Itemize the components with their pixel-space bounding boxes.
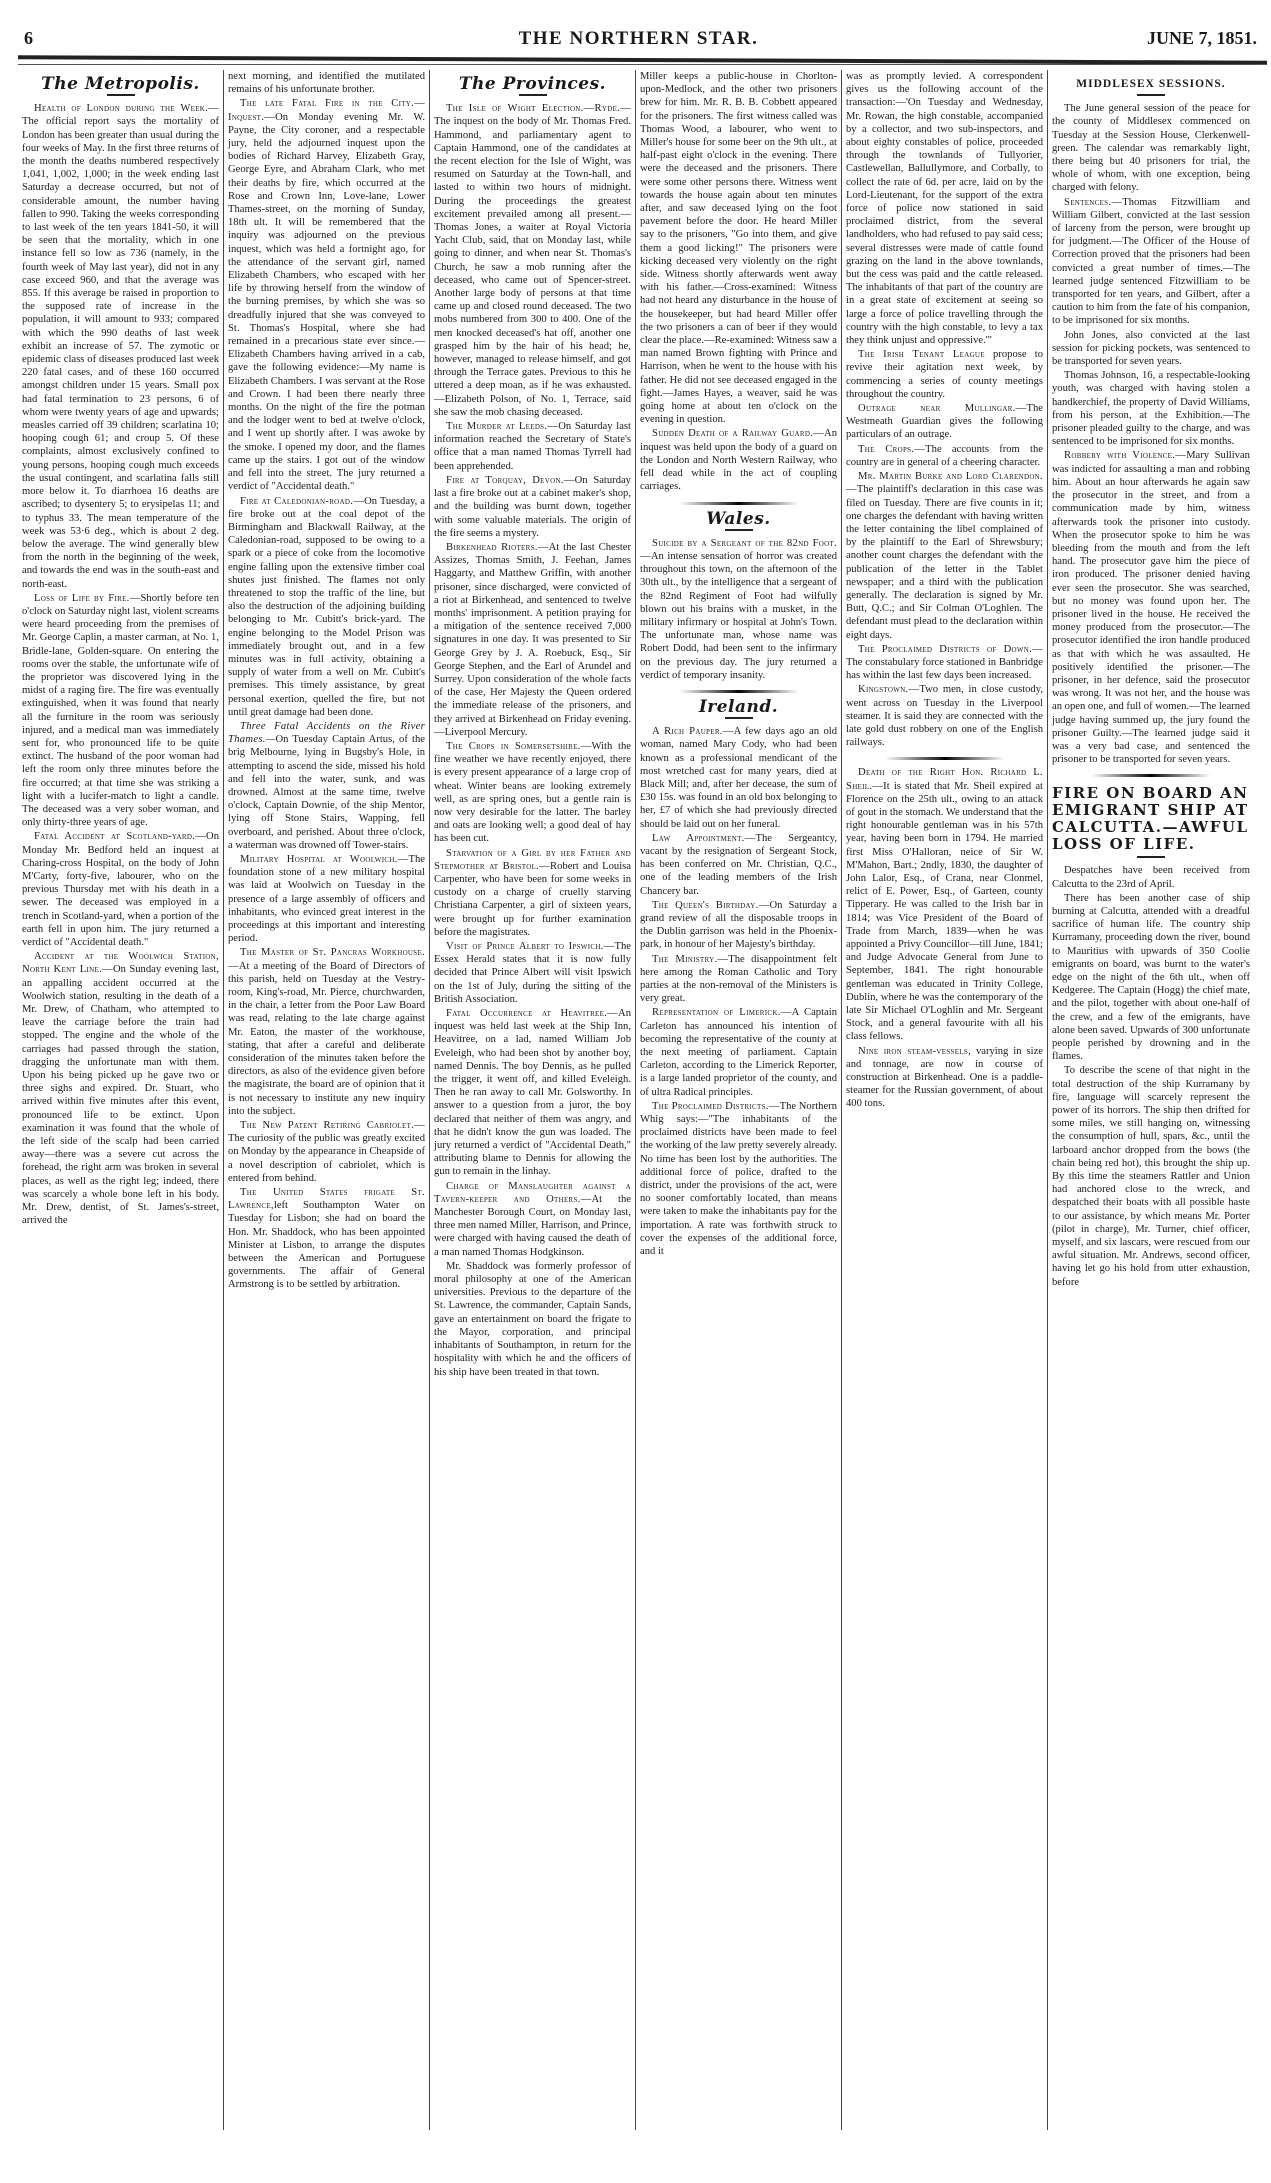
article-head: Loss of Life by Fire.— [34,592,141,604]
masthead [20,28,1257,54]
article-text: Mary Sullivan was indicted for assaulting a man and robbing him. About an hour afterwards he again saw the prosecutor in the street, and from a communication made by him, witness afterwards took the prisoner into custody. When the prosecutor spoke to him he was bleeding from the mouth and from the left hand. The prosecutor gave him the piece of iron produced. The prisoner denied having ever seen the prosecutor. She was searched, but no money was found upon her. The prisoner lived in the house. He received the money produced from the prosecutor.—The prosecutor identified the iron handle produced as that with which he was assaulted. He positively identified the prisoner.—The prisoner, in her defence, said the prosecutor was wrong. It was not her, and the house was an open one, and full of women.—The learned judge having summed up, the jury found the prisoner Guilty.—The learned judge said it was a very bad case, and sentenced the prisoner to be transported for seven years. [1052,450,1250,766]
article-text: propose to revive their agitation next week, by commencing a series of county meetings throughout the country. [846,349,1043,400]
article-text: The Westmeath Guardian gives the following particulars of an outrage. [846,403,1043,441]
article [228,1186,425,1292]
article-text: An inquest was held last week at the Ship Inn, Heavitree, on a lad, named William Job Eveleigh, who had been shot by another boy, named Dennis. The boy Dennis, as he pulled the trigger, it went off, and killed Eveleigh. Then he ran away to call Mr. Golsworthy. In answer to a question from a juror, the boy declared that neither of them was angry, and that he didn't know the gun was loaded. The jury returned a verdict of "Accidental Death," attributing blame to Dennis for allowing the gun to remain in the linhay. [434,1008,631,1178]
section-title-wales: Wales. [706,508,771,529]
article-head: The Queen's Birthday.— [652,899,770,911]
article-text: The Sergeantcy, vacant by the resignation of Sergeant Stock, has been conferred on Mr. Christian, Q.C., one of the leading members of the Irish Chancery bar. [640,832,838,897]
column-6 [1048,70,1254,2130]
article [640,537,837,682]
article-head: The Crops.— [858,443,926,455]
article-text: At the Manchester Borough Court, on Monday last, three men named Miller, Harrison, and Prince, were charged with having caused the death of a man named Thomas Hodgkinson. [434,1193,631,1258]
article-text: John Jones, also convicted at the last session for picking pockets, was sentenced to be transported for seven years. [1052,329,1250,368]
article-head: Sentences.— [1064,196,1123,208]
article [640,832,837,898]
article-text: Two men, in close custody, went across on Tuesday in the Liverpool steamer. It is said they are connected with the late gold dust robbery on one of the English railways. [846,684,1043,749]
article [640,725,837,831]
article [846,1045,1043,1111]
article-head: Fire at Torquay, Devon.— [446,474,575,486]
article [1052,1064,1250,1288]
article-text: A few days ago an old woman, named Mary Cody, who had been known as a professional mendicant of the most wretched cast for many years, died at Black Mill; and, after her decease, the sum of £30 15s. was found in an old box belonging to her, £7 of which she had previously directed should be laid out on her funeral. [640,726,837,830]
article-text: Thomas Johnson, 16, a respectable-looking youth, was charged with having stolen a handkerchief, the property of David Williams, from his person, at the Exhibition.—The prisoner pleaded guilty to the charge, and was sentenced to be imprisoned for six months. [1052,370,1250,448]
article [640,899,837,952]
ornament-divider [885,757,1005,760]
article [228,720,425,852]
article-text: The curiosity of the public was greatly excited on Monday by the appearance in Cheapside of a novel description of cabriolet, which is entered from behind. [228,1133,425,1184]
article [434,420,631,473]
article-text: On Monday evening Mr. W. Payne, the City coroner, and a respectable jury, held the adjourned inquest upon the bodies of Richard Harvey, Elizabeth Gray, George Eyre, and Abraham Clark, who met their deaths by fire, which occurred at the Rose and Crown Inn, Love-lane, Lower Thames-street, on the morning of Sunday, 18th ult. It will be remembered that the inquiry was adjourned on the previous inquest, which was held a fortnight ago, for the attendance of the servant girl, named Elizabeth Chambers, who escaped with her life by throwing herself from the window of the burning premises, by which she was so dreadfully injured that she was conveyed to St. Thomas's Hospital, where she had remained in a precarious state ever since.—Elizabeth Chambers having arrived in a cab, gave the following evidence:—My name is Elizabeth Chambers. I was servant at the Rose and Crown. I had been there nearly three months. On the night of the fire the potman and the lodger went to bed at twelve o'clock, and I went up shortly after. I was awoke by the smoke. I opened my door, and the flames came up the stairs. I got out of the window and fell into the street. The jury returned a verdict of "Accidental death." [228,111,425,493]
article [1052,864,1250,890]
article-head: The Crops in Somersetshire.— [446,740,592,752]
article-text: An intense sensation of horror was created throughout this town, on the afternoon of the 30th ult., by the intelligence that a sergeant of the 82nd Regiment of Foot had wilfully blown out his brains with a musket, in the military infirmary or hospital at John's Town. The unfortunate man, whose name was Robert Dodd, had been sent to the infirmary on the previous day. The jury returned a verdict of temporary insanity. [640,550,837,681]
article-head: A Rich Pauper.— [652,726,734,738]
article-head: Military Hospital at Woolwich.— [240,853,409,865]
column-4 [636,70,842,2130]
article-text: To describe the scene of that night in the total destruction of the ship Kurramany by fire, language will scarcely represent the power of its horrors. The ship then drifted for some miles, we still hanging on, witnessing the consumption of hull, spars, &c., until the larboard anchor dropped from the bows (the chain being red hot), this brought the ship up. By this time the steamers Rattler and Union had anchored close to the wreck, and despatched their boats with all possible haste to our assistance, by which means Mr. Porter (pilot in charge), Mr. Turner, chief officer, myself, and six lascars, were rescued from our awful situation. Mr. Andrews, second officer, having let go his hold from utter exhaustion, before [1052,1065,1250,1288]
article-head: The Ministry.— [652,953,729,965]
divider [107,94,135,96]
column-3 [430,70,636,2130]
newspaper-title: THE NORTHERN STAR. [518,28,759,49]
article-head: Fatal Occurrence at Heavitree.— [446,1008,619,1020]
article [640,427,837,493]
article-head: Law Appointment.— [652,832,756,844]
article [22,830,219,949]
issue-date: JUNE 7, 1851. [1146,28,1257,48]
article [434,740,631,846]
article-text: At a meeting of the Board of Directors of this parish, held on Tuesday at the Vestry-room, King's-road, Mr. Pierce, churchwarden, in the chair, a letter from the Poor Law Board was read, relating to the late charge against Mr. Eaton, the master of the workhouse, stating, that after a careful and deliberate consideration of the minutes taken before the directors, as also of the evidence given before the magistrate, the board are of opinion that it is not necessary to institute any new inquiry into the subject. [228,960,425,1117]
article-head: The Murder at Leeds.— [446,421,559,433]
article-text: The foundation stone of a new military hospital was laid at Woolwich on Tuesday in the presence of a large assembly of officers and inhabitants, who evinced great interest in the proceedings at this important and interesting period. [228,853,425,945]
divider [1137,856,1165,858]
article [22,950,219,1227]
article [22,102,219,591]
article [434,847,631,939]
article-text: At the last Chester Assizes, Thomas Smith, J. Feehan, James Haggarty, and Matthew Griffin, with another prisoner, since discharged, were convicted of a riot at Birkenhead, and sentenced to twelve months' imprisonment. A petition praying for a mitigation of the sentence received 7,000 signatures in one day. It was presented to Sir George Grey by J. A. Roebuck, Esq., Sir George Stephen, and the Earl of Arundel and Surrey. Upon consideration of the whole facts of the case, Her Majesty the Queen ordered the immediate release of the prisoners, and they arrived at Birkenhead on Friday evening.—Liverpool Mercury. [434,541,631,738]
article-head: Charge of Manslaughter against a Tavern-keeper and Others.— [434,1180,631,1205]
article-text: The Essex Herald states that it is now fully decided that Prince Albert will visit Ipswich on the 1st of July, during the sitting of the British Association. [434,941,631,1005]
article-text: Mr. Shaddock was formerly professor of moral philosophy at one of the American universities. Previous to the departure of the St. Lawrence, the commander, Captain Sands, gave an entertainment on board the frigate to the Mayor, corporation, and principal inhabitants of Southampton, in return for the hospitality with which he and the officers of his ship have been treated in that town. [434,1260,631,1378]
article [228,946,425,1118]
article-text: The plaintiff's declaration in this case was filed on Tuesday. There are five counts in it; one charges the defendant with having written the letter containing the libel complained of by the plaintiff to the Earl of Shrewsbury; another count charges the defendant with the publication of the letter in the Tablet newspaper; and a third with the publication generally. The declaration is signed by Mr. Butt, Q.C.; and Sir Colman O'Loghlen. The defendant must plead to the declaration within eight days. [846,484,1043,641]
article [228,70,425,96]
article [846,683,1043,749]
article [1052,892,1250,1064]
article [228,853,425,945]
article [1052,102,1250,194]
article [1052,329,1250,369]
article-head: The Isle of Wight Election.—Ryde.— [446,103,631,115]
divider [1137,94,1165,96]
article-head: Fatal Accident at Scotland-yard.— [34,831,207,843]
article [846,443,1043,469]
article-head: The New Patent Retiring Cabriolet.— [240,1120,425,1132]
article-text: There has been another case of ship burning at Calcutta, attended with a dreadful sacrifice of human life. The country ship Kurramany, proceeding down the river, bound to Mauritius with upwards of 350 Coolie emigrants on board, was burnt to the water's edge on the night of the 6th ult., when off Kedgeree. The Captain (Hogg) the chief mate, and the pilot, together with about one-half of the crew, and a few of the emigrants, have alone been saved. Upwards of 300 unfortunate people perished by drowning and in the flames. [1052,892,1250,1063]
article-text: On Sunday evening last, an appalling accident occurred at the Woolwich station, resulting in the death of a Mr. Drew, of Chatham, who attempted to leave the carriage before the train had stopped. The engine and the whole of the carriages had passed through the station, dragging the unfortunate man with them. Upon his being picked up he gave two or three sighs and expired. Dr. Stuart, who arrived within five minutes after this event, pronounced life to be extinct. Upon examination it was found that the whole of the left side of the scalp had been carried away—there was a severe cut across the forehead, the right arm was broken in several places, as well as the right leg; indeed, there was scarcely a whole bone left in his body. Mr. Drew, dentist, of St. James's-street, arrived the [22,964,219,1227]
article [228,97,425,493]
article-head: Mr. Martin Burke and Lord Clarendon.— [846,471,1043,496]
article-head: Outrage near Mullingar.— [858,403,1027,415]
section-title-ireland: Ireland. [698,696,779,717]
section-title-provinces: The Provinces. [458,74,607,94]
article-text: The constabulary force stationed in Banbridge has within the last few days been increased. [846,656,1043,682]
article-text: The official report says the mortality of London has been greater than usual during the four weeks of May. In the first three returns of the month the deaths numbered respectively 1,041, 1,002, 1,000; in the week ending last Saturday a decrease occurred, but not of considerable amount, the number having fallen to 990. Taking the weeks corresponding to last week of the ten years 1841-50, it will be seen that the mortality, which in one instance fell so low as 736 (namely, in the fourth week of May last year), did not in any case exceed 960, and that the average was 855. If this average be raised in proportion to the supposed rate of increase in the population, it will amount to 933; compared with which the 990 deaths of last week exhibit an increase of 57. The zymotic or epidemic class of diseases produced last week 220 fatal cases, and of these 160 occurred amongst children under 15 years. Small pox had fatal termination to 23 persons, 6 of whom were twenty years of age and upwards; measles carried off 39 children; scarlatina 10; hooping cough 61; and croup 5. Of these complaints, almost exclusively confined to young persons, hooping cough much exceeds the usual contingent, and scarlatina falls still more below it. To diarrhoea 16 deaths are ascribed; to dysentery 5; to erysipelas 11; and to typhus 33. The mean temperature of the week was 53·6 deg., which is about 2 deg. below the average. The wind generally blew from the north in the beginning of the week, and towards the end was in the south-east and north-east. [22,116,219,590]
article-text: A Captain Carleton has announced his intention of becoming the representative of the county at the next meeting of parliament. Captain Carleton, according to the Limerick Reporter, is a large landed proprietor of the county, and of ultra Radical principles. [640,1007,837,1098]
article-head: The United States frigate St. Lawrence, [228,1187,425,1212]
column-2 [224,70,430,2130]
article [640,1006,837,1098]
article-text: Robert and Louisa Carpenter, who have been for some weeks in custody on a charge of cruelly starving Christiana Carpenter, a girl of sixteen years, were brought up for further examination before the magistrates. [434,860,631,938]
article [434,940,631,1006]
ornament-divider [1091,774,1211,777]
article-head: The Irish Tenant League [858,349,985,361]
page-columns [18,70,1258,2130]
article [846,70,1043,347]
article-text: varying in size and tonnage, are now in course of construction at Birkenhead. One is a paddle-steamer for the Russian government, of about 400 tons. [846,1045,1043,1110]
article [846,643,1043,683]
article [434,1007,631,1179]
divider [519,94,547,96]
article [1052,369,1250,448]
article [846,470,1043,642]
column-5 [842,70,1048,2130]
article [1052,196,1250,328]
page-number: 6 [24,28,33,48]
article [22,592,219,830]
article-text: On Tuesday Captain Artus, of the brig Melbourne, lying in Bugsby's Hole, in attempting to ascend the side, missed his hold and fell into the water, sunk, and was drowned. Almost at the same time, twelve o'clock, Captain Downie, of the ship Mentor, lying off Stone Stairs, Wapping, fell overboard, and perished. About three o'clock, a waterman was drowned off Tower-stairs. [228,734,425,851]
article [640,1100,837,1258]
article [640,70,837,426]
article-text: The inquest on the body of Mr. Thomas Fred. Hammond, and parliamentary agent to Captain Hammond, one of the candidates at the recent election for the Isle of Wight, was resumed on Saturday at the Town-hall, and lasted to within two hours of midnight. During the proceedings the greatest excitement prevailed among all present.—Thomas Jones, a waiter at Royal Victoria Yacht Club, said, that on Monday last, while going to dinner, and when near St. Thomas's Church, he saw a mob running after the deceased, who came out of Spencer-street. Another large body of persons at that time came up and closed round deceased. The two mobs numbered from 300 to 400. One of the men knocked deceased's hat off, another one grasped him by the hair of his head; he, however, managed to release himself, and got through the Terrace gates. Previous to this he uttered a deep moan, as if he was exhausted.—Elizabeth Polson, of No. 1, Terrace, said she saw the mob chasing deceased. [434,116,631,418]
divider [725,529,753,531]
article [434,102,631,419]
divider [725,717,753,719]
article-text: On Tuesday, a fire broke out at the coal depot of the Birmingham and Blackwall Railway, at the Caledonian-road, supposed to be owing to a spark or a piece of coke from the locomotive engine falling upon the extensive timber coal shutes just finished. The flames not only threatened to stop the traffic of the line, but also the destruction of the adjoining building belonging to Mr. Cubitt's brick-yard. The engine belonging to the Model Prison was immediately brought out, and in a few minutes was in full activity, obtaining a supply of water from a well on Mr. Cubitt's premises. This timely assistance, by great personal exertion, quelled the fire, but not until great damage had been done. [228,495,426,718]
article-head: Fire at Caledonian-road.— [240,495,365,507]
article-head: Death of the Right Hon. Richard L. Sheil.— [846,767,1043,792]
article-head: Nine iron steam-vessels, [858,1045,972,1057]
article-text: Shortly before ten o'clock on Saturday night last, violent screams were heard proceeding from the premises of Mr. George Caplin, a master carman, at No. 1, Bridle-lane, Golden-square. On entering the rooms over the stable, the unfortunate wife of the proprietor was discovered lying in the midst of a raging fire. The fire was eventually extinguished, when it was found that nearly all the furniture in the room was seriously injured, and a medical man was immediately sent for, who pronounced life to be quite extinct. The husband of the poor woman had left the room only three minutes before the fire occurred; at that time she was striking a light with a lucifer-match to light a candle. The deceased was a very sober woman, and only thirty-three years of age. [22,592,219,829]
article-text: next morning, and identified the mutilated remains of his unfortunate brother. [228,71,425,96]
article-text: On Monday Mr. Bedford held an inquest at Charing-cross Hospital, on the body of John M'Carty, forty-five, labourer, who on the previous Thursday met with his death in a sewer. The deceased was employed in a trench in Scotland-yard, when a portion of the earth fell in upon him. The jury returned a verdict of "Accidental death." [22,831,219,948]
article-head: Suicide by a Sergeant of the 82nd Foot.— [640,537,837,562]
article-head: The Master of St. Pancras Workhouse.— [228,947,425,972]
article-head: The late Fatal Fire in the City.—Inquest.— [228,98,425,123]
article-head: Sudden Death of a Railway Guard.— [652,428,825,440]
article-head: Three Fatal Accidents on the River Thames.— [228,720,425,746]
article [434,1180,631,1259]
article-head: Visit of Prince Albert to Ipswich.— [446,941,615,952]
article-head: Accident at the Woolwich Station, North Kent Line.— [22,951,219,976]
article-text: Despatches have been received from Calcutta to the 23rd of April. [1052,865,1250,890]
article-head: Health of London during the Week.— [34,103,219,115]
section-title-metropolis: The Metropolis. [41,74,200,94]
article-text: On Saturday last information reached the Secretary of State's office that a man named Thomas Tyrrell had been apprehended. [434,421,631,472]
article-text: The disappointment felt here among the Roman Catholic and Tory parties at the non-removal of the Ministers is very great. [640,953,837,1005]
article [434,541,631,739]
article-text: Miller keeps a public-house in Chorlton-upon-Medlock, and the other two prisoners brew for him. Mr. R. B. B. Cobbett appeared for the prisoners. The first witness called was Thomas Wood, a labourer, who went to Miller's house for some beer on the 9th ult., at half-past eight o'clock in the evening. There were the deceased and the prisoners. There were some other persons there. Witness went towards the house again about ten minutes after, and saw deceased lying on the foot pavement before the door. He heard Miller say to the prisoners, "Go into them, and give them a good licking!" The prisoners were kicking deceased very violently on the right side. Witness shortly afterwards went away with his father.—Cross-examined: Witness had not heard any disturbance in the house of the housekeeper, but had heard Miller offer the two prisoners a can of beer if they would clear the place.—Re-examined: Witness saw a man named Brown fighting with Prince and Harrison, when he went to the house with his father. He did not see deceased engaged in the fight.—James Hayes, a weaver, said he was going home at about ten o'clock on the evening in question. [640,71,837,426]
section-title-middlesex-sessions: MIDDLESEX SESSIONS. [1076,78,1226,90]
article [434,1260,631,1379]
article-text: It is stated that Mr. Sheil expired at Florence on the 25th ult., owing to an attack of gout in the stomach. We understand that the right honourable gentleman was in his 57th year, having been born in 1794. He married first Miss O'Halloran, neice of Sir W. M'Mahon, Bart.; 2ndly, 1830, the daughter of John Lalor, Esq., of Crana, near Clonmel, relict of E. Power, Esq., of Garteen, county Tipperary. He was called to the Irish bar in 1814; was Vice President of the Board of Trade from March, 1839—when he was appointed a Privy Councillor—till June, 1841; and Judge Advocate General from June to September, 1841. The right honourable gentleman was educated in Trinity College, Dublin, where he was the contemporary of the late Sir Michael O'Loghlin and Mr. Sergeant Stock, and a general favourite with all his class fellows. [846,780,1043,1043]
ornament-divider [679,690,799,693]
article [1052,449,1250,766]
article [434,474,631,540]
article-text: Thomas Fitzwilliam and William Gilbert, convicted at the last session of larceny from the person, were brought up for judgment.—The Officer of the House of Correction proved that the prisoners had been convicted a great number of times.—The learned judge sentenced Fitzwilliam to be transported for ten years, and Gilbert, after a caution to him from the fate of his companion, to be imprisoned for six months. [1052,196,1250,327]
article-head: Starvation of a Girl by her Father and Stepmother at Bristol.— [434,847,631,872]
article-head: Kingstown.— [858,684,920,696]
article-text: The accounts from the country are in general of a cheering character. [846,443,1043,468]
column-1 [18,70,224,2130]
article-head: The Proclaimed Districts.— [652,1100,780,1112]
article-text: On Saturday a grand review of all the disposable troops in the Dublin garrison was held in the Phoenix-park, in honour of her Majesty's birthday. [640,899,838,951]
article-head: Birkenhead Rioters.— [446,541,549,553]
fire-story-headline: FIRE ON BOARD AN EMIGRANT SHIP AT CALCUTTA.—AWFUL LOSS OF LIFE. [1052,784,1249,854]
article [228,1119,425,1185]
article [846,402,1043,442]
article-head: Representation of Limerick.— [652,1007,792,1019]
ornament-divider [679,502,799,505]
article-text: On Saturday last a fire broke out at a cabinet maker's shop, and the building was burnt down, together with some valuable materials. The origin of the fire seems a mystery. [434,474,631,539]
article-text: The Northern Whig says:—"The inhabitants of the proclaimed districts have been made to feel the working of the law pretty severely already. No time has been lost by the authorities. The additional force of police, drafted to the district, under the provisions of the act, were no sooner comfortably located, than means were taken to make the inhabitants pay for the importation. A rate was forthwith struck to cover the expenses of the additional force, and it [640,1100,838,1258]
article [228,495,425,719]
article-head: The Proclaimed Districts of Down.— [858,643,1043,655]
article [640,953,837,1006]
article-text: An inquest was held upon the body of a guard on the London and North Western Railway, who fell dead while in the act of coupling carriages. [640,428,837,493]
masthead-thin-rule [18,64,1261,65]
article-text: With the fine weather we have recently enjoyed, there is every present appearance of a large crop of wheat. Winter beans are looking extremely well, as are spring ones, but a gentle rain is now very desirable for the latter. The barley and oats are looking well; a good deal of hay has been cut. [434,740,631,845]
article-head: Robbery with Violence.— [1064,450,1187,462]
article [846,766,1043,1043]
article-text: The June general session of the peace for the county of Middlesex commenced on Tuesday at the Session House, Clerkenwell-green. The calendar was remarkably light, there being but 40 prisoners for trial, the whole of whom, with one exception, being charged with felony. [1052,103,1250,194]
article-text: was as promptly levied. A correspondent gives us the following account of the transaction:—'On Tuesday and Wednesday, Mr. Rowan, the high constable, accompanied by a collector, and two sub-inspectors, and about eighty constables of police, proceeded through the townlands of Tullyorier, Castlewellan, Ballullymore, and Corbally, to collect the rate of 6d. per acre, laid on by the Lord-Lieutenant, for the support of the extra force of police now stationed in said proclaimed district, from the several landholders, who had refused to pay said cess; several distresses were made of cattle found grazing on the land in the above townlands, but the cess was paid and the cattle released. The inhabitants of that part of the country are in a great state of excitement at seeing so large a force of police travelling through the country with the high constable, to levy a tax they think unjust and oppressive.'" [846,71,1043,347]
article-text: left Southampton Water on Tuesday for Lisbon; she had on board the Hon. Mr. Shaddock, who has been appointed Minister at Lisbon, to arrange the disputes between the American and Portuguese governments. The affair of General Armstrong is to be settled by arbitration. [228,1200,425,1291]
article [846,348,1043,401]
